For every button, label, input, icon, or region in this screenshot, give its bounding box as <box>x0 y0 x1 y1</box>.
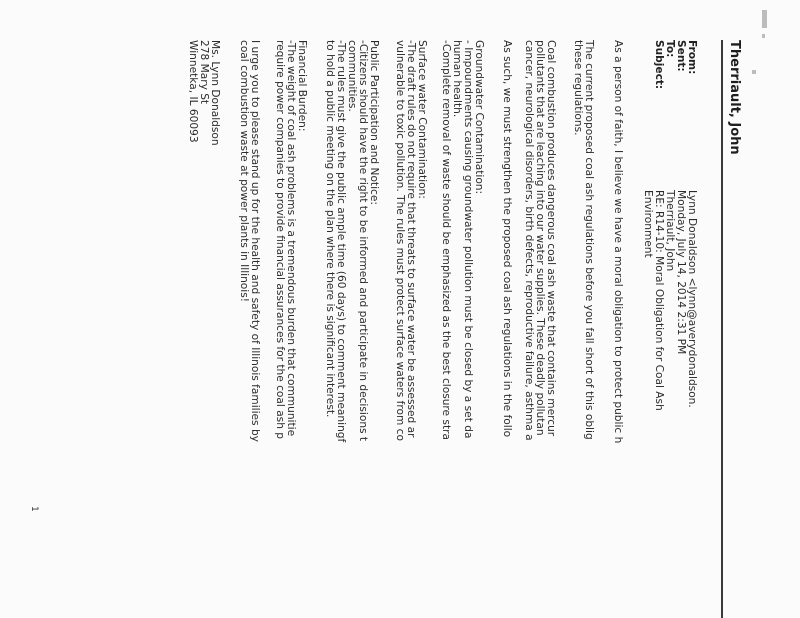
header-row-subject <box>653 40 665 411</box>
page-number: 1 <box>29 506 39 512</box>
body-line: - Impoundments causing groundwater pollution must be closed by a set da <box>462 40 474 439</box>
body-line: -The weight of coal ash problems is a tremendous burden that communitie <box>285 40 297 437</box>
section-heading: Groundwater Contamination: <box>473 40 485 195</box>
scan-speck <box>762 10 767 28</box>
letter <box>29 40 742 618</box>
body-line: pollutants that are leaching into our water supplies. These deadly pollutan <box>534 40 546 436</box>
recipient-name-title: Therriault, John <box>727 40 742 155</box>
body-line: -The draft rules do not require that threats to surface water be assessed ar <box>405 40 417 438</box>
body-line: -Complete removal of waste should be emphasized as the best closure stra <box>440 40 452 440</box>
header-row-to <box>664 40 676 272</box>
body-line: to hold a public meeting on the plan where there is significant interest. <box>324 40 336 418</box>
header-label: To: <box>664 40 676 58</box>
scan-speck <box>752 70 756 74</box>
section-heading: Financial Burden: <box>296 40 308 132</box>
header-label: Subject: <box>653 40 665 90</box>
body-line: -The rules must give the public ample time (60 days) to comment meaningf <box>335 40 347 443</box>
body-line: The current proposed coal ash regulations before you fall short of this oblig <box>583 40 595 440</box>
header-value: Environment <box>642 190 654 258</box>
section-heading: Public Participation and Notice: <box>368 40 380 205</box>
body-line: coal combustion waste at power plants in Illinois! <box>238 40 250 302</box>
body-line: vulnerable to toxic pollution. The rules must protect surface waters from co <box>394 40 406 441</box>
header-label: Sent: <box>675 40 687 72</box>
body-line: I urge you to please stand up for the health and safety of Illinois families by <box>249 40 261 442</box>
body-line: As such, we must strengthen the proposed coal ash regulations in the follo <box>501 40 513 438</box>
body-line: As a person of faith, I believe we have a moral obligation to protect public h <box>612 40 624 444</box>
header-row-sent <box>675 40 687 355</box>
body-line: require power companies to provide financial assurances for the coal ash p <box>274 40 286 440</box>
title-rule <box>721 40 723 618</box>
signature-street: 278 Mary St <box>198 40 210 105</box>
body-line: human health. <box>451 40 463 118</box>
body-line: cancer, neurological disorders, birth defects, reproductive failure, asthma a <box>523 40 535 441</box>
body-line: Coal combustion produces dangerous coal ash waste that contains mercur <box>545 40 557 437</box>
body-line: -Citizens should have the right to be informed and participate in decisions t <box>357 40 369 442</box>
header-value: RE: R14-10: Moral Obligation for Coal Ash <box>653 190 665 411</box>
scan-speck <box>762 34 765 38</box>
signature-name: Ms. Lynn Donaldson <box>209 40 221 146</box>
body-line: these regulations. <box>572 40 584 136</box>
header-label: From: <box>686 40 698 75</box>
header-value: Lynn Donaldson <lynn@averydonaldson. <box>686 190 698 408</box>
signature-city: Winnetka, IL 60093 <box>187 40 199 143</box>
header-value: Monday, July 14, 2014 2:31 PM <box>675 190 687 355</box>
body-line: communities. <box>346 40 358 112</box>
header-value: Therriault, John <box>664 190 676 272</box>
section-heading: Surface water Contamination: <box>416 40 428 199</box>
header-row-from <box>686 40 698 408</box>
